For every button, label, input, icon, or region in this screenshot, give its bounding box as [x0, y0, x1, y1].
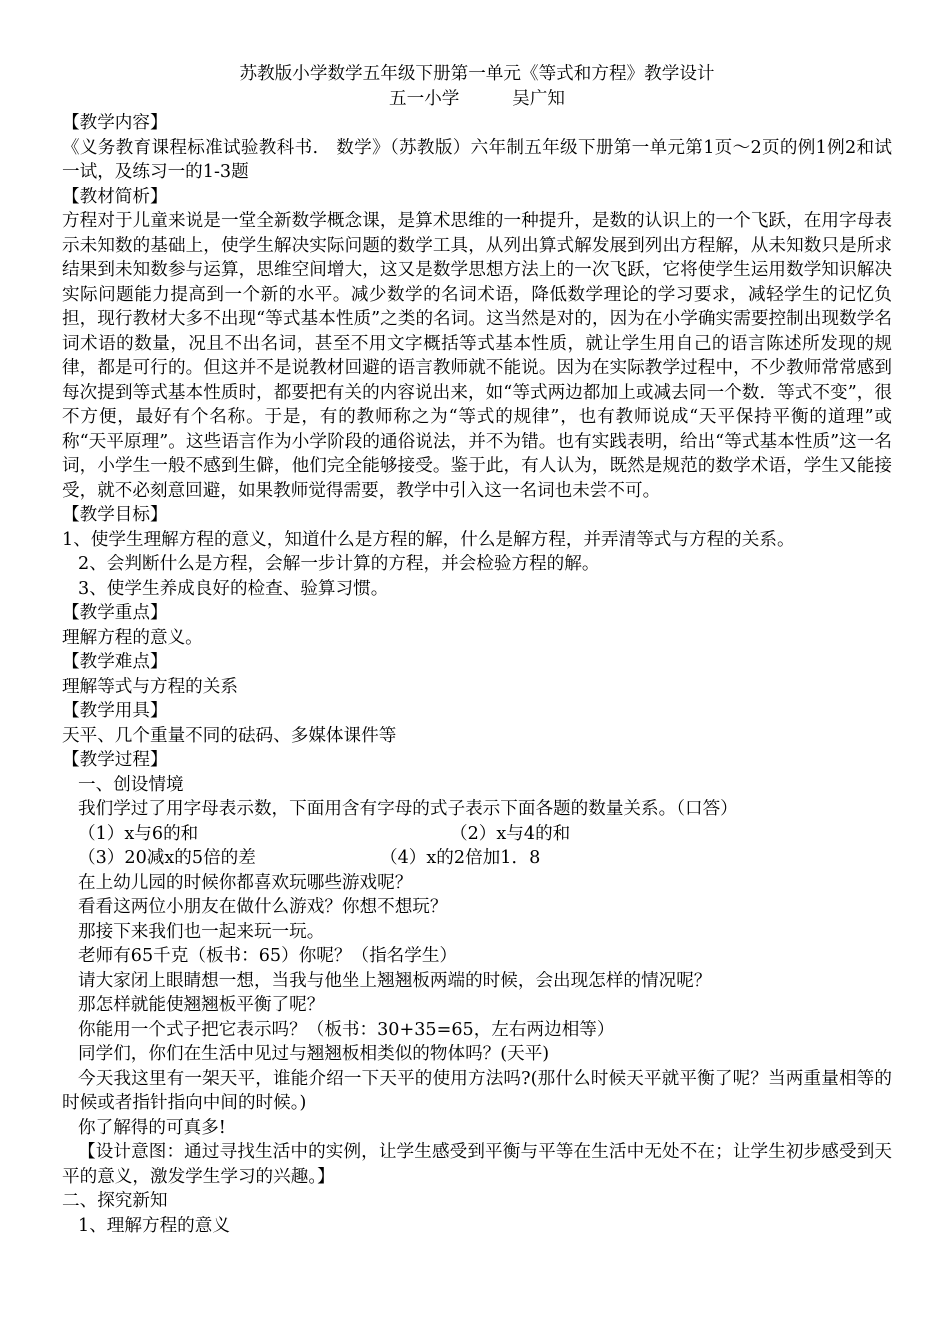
difficulty-text: 理解等式与方程的关系: [62, 676, 238, 697]
goal-2: 2、会判断什么是方程，会解一步计算的方程，并会检验方程的解。: [78, 554, 600, 574]
process-line-4: 那接下来我们也一起来玩一玩。: [78, 921, 325, 942]
process-line-2: 在上幼儿园的时候你都喜欢玩哪些游戏呢？: [78, 872, 413, 893]
process-line-8: 你能用一个式子把它表示吗？（板书：30+35=65，左右两边相等）: [78, 1019, 615, 1040]
process-line-5: 老师有65千克（板书：65）你呢？（指名学生）: [78, 946, 458, 966]
document-page: [62, 62, 892, 1238]
question-2: （2）x与4的和: [450, 823, 571, 844]
content-text: 《义务教育课程标准试验教科书. 数学》（苏教版）六年制五年级下册第一单元第1页～2页的例1例2和试一试，及练习一的1-3题: [62, 137, 892, 182]
question-row-2: [62, 846, 892, 871]
heading-analysis: 【教材简析】: [62, 186, 168, 207]
heading-difficulty: 【教学难点】: [62, 652, 168, 672]
question-row-1: [62, 822, 892, 847]
question-3: （3）20减x的5倍的差: [78, 848, 256, 868]
tools-text: 天平、几个重量不同的砝码、多媒体课件等: [62, 725, 397, 746]
goal-3: 3、使学生养成良好的检查、验算习惯。: [78, 578, 389, 599]
goal-1: 1、使学生理解方程的意义，知道什么是方程的解，什么是解方程，并弄清等式与方程的关系。: [62, 529, 795, 550]
process-line-6: 请大家闭上眼睛想一想，当我与他坐上翘翘板两端的时候，会出现怎样的情况呢？: [78, 970, 712, 991]
process-line-1: 我们学过了用字母表示数，下面用含有字母的式子表示下面各题的数量关系。（口答）: [78, 799, 738, 819]
section-2-title: 二、探究新知: [62, 1191, 168, 1211]
process-line-9: 同学们，你们在生活中见过与翘翘板相类似的物体吗？(天平): [78, 1044, 550, 1064]
design-intent: 【设计意图：通过寻找生活中的实例，让学生感受到平衡与平等在生活中无处不在；让学生初步感受到天平的意义，激发学生学习的兴趣。】: [62, 1142, 892, 1187]
author-line: 五一小学 吴广知: [389, 88, 565, 109]
process-line-3: 看看这两位小朋友在做什么游戏？你想不想玩？: [78, 897, 448, 917]
heading-tools: 【教学用具】: [62, 701, 168, 721]
section-1-title: 一、创设情境: [78, 774, 184, 795]
process-line-10: 今天我这里有一架天平，谁能介绍一下天平的使用方法吗?(那什么时候天平就平衡了呢？当两重量相等的时候或者指针指向中间的时候。): [62, 1068, 892, 1113]
heading-goals: 【教学目标】: [62, 505, 168, 525]
analysis-text: 方程对于儿童来说是一堂全新数学概念课，是算术思维的一种提升，是数的认识上的一个飞跃，在用字母表示未知数的基础上，使学生解决实际问题的数学工具，从列出算式解发展到列出方程解，从未知数只是所求结果到未知数参与运算，思维空间增大，这又是数学思想方法上的一次飞跃，它将使学生运用数学知识解决实际问题能力提高到一个新的水平。减少数学的名词术语，降低数学理论的学习要求，减轻学生的记忆负担，现行教材大多不出现“等式基本性质”之类的名词。这当然是对的，因为在小学确实需要控制出现数学名词术语的数量，况且不出名词，甚至不用文字概括等式基本性质，就让学生用自己的语言陈述所发现的规律，都是可行的。但这并不是说教材回避的语言教师就不能说。因为在实际教学过程中，不少教师常常感到每次提到等式基本性质时，都要把有关的内容说出来，如“等式两边都加上或减去同一个数．等式不变”，很不方便，最好有个名称。于是，有的教师称之为“等式的规律”，也有教师说成“天平保持平衡的道理”或称“天平原理”。这些语言作为小学阶段的通俗说法，并不为错。也有实践表明，给出“等式基本性质”这一名词，小学生一般不感到生僻，他们完全能够接受。鉴于此，有人认为，既然是规范的数学术语，学生又能接受，就不必刻意回避，如果教师觉得需要，教学中引入这一名词也未尝不可。: [62, 211, 892, 501]
process-line-11: 你了解得的可真多!: [78, 1117, 226, 1138]
key-text: 理解方程的意义。: [62, 627, 203, 648]
question-4: （4）x的2倍加1．8: [380, 848, 541, 868]
document-title: 苏教版小学数学五年级下册第一单元《等式和方程》教学设计: [239, 64, 715, 84]
heading-key: 【教学重点】: [62, 603, 168, 623]
section-2-item-1: 1、理解方程的意义: [78, 1215, 230, 1236]
question-1: （1）x与6的和: [78, 823, 199, 844]
heading-content: 【教学内容】: [62, 113, 168, 133]
heading-process: 【教学过程】: [62, 750, 168, 770]
process-line-7: 那怎样就能使翘翘板平衡了呢？: [78, 995, 325, 1015]
